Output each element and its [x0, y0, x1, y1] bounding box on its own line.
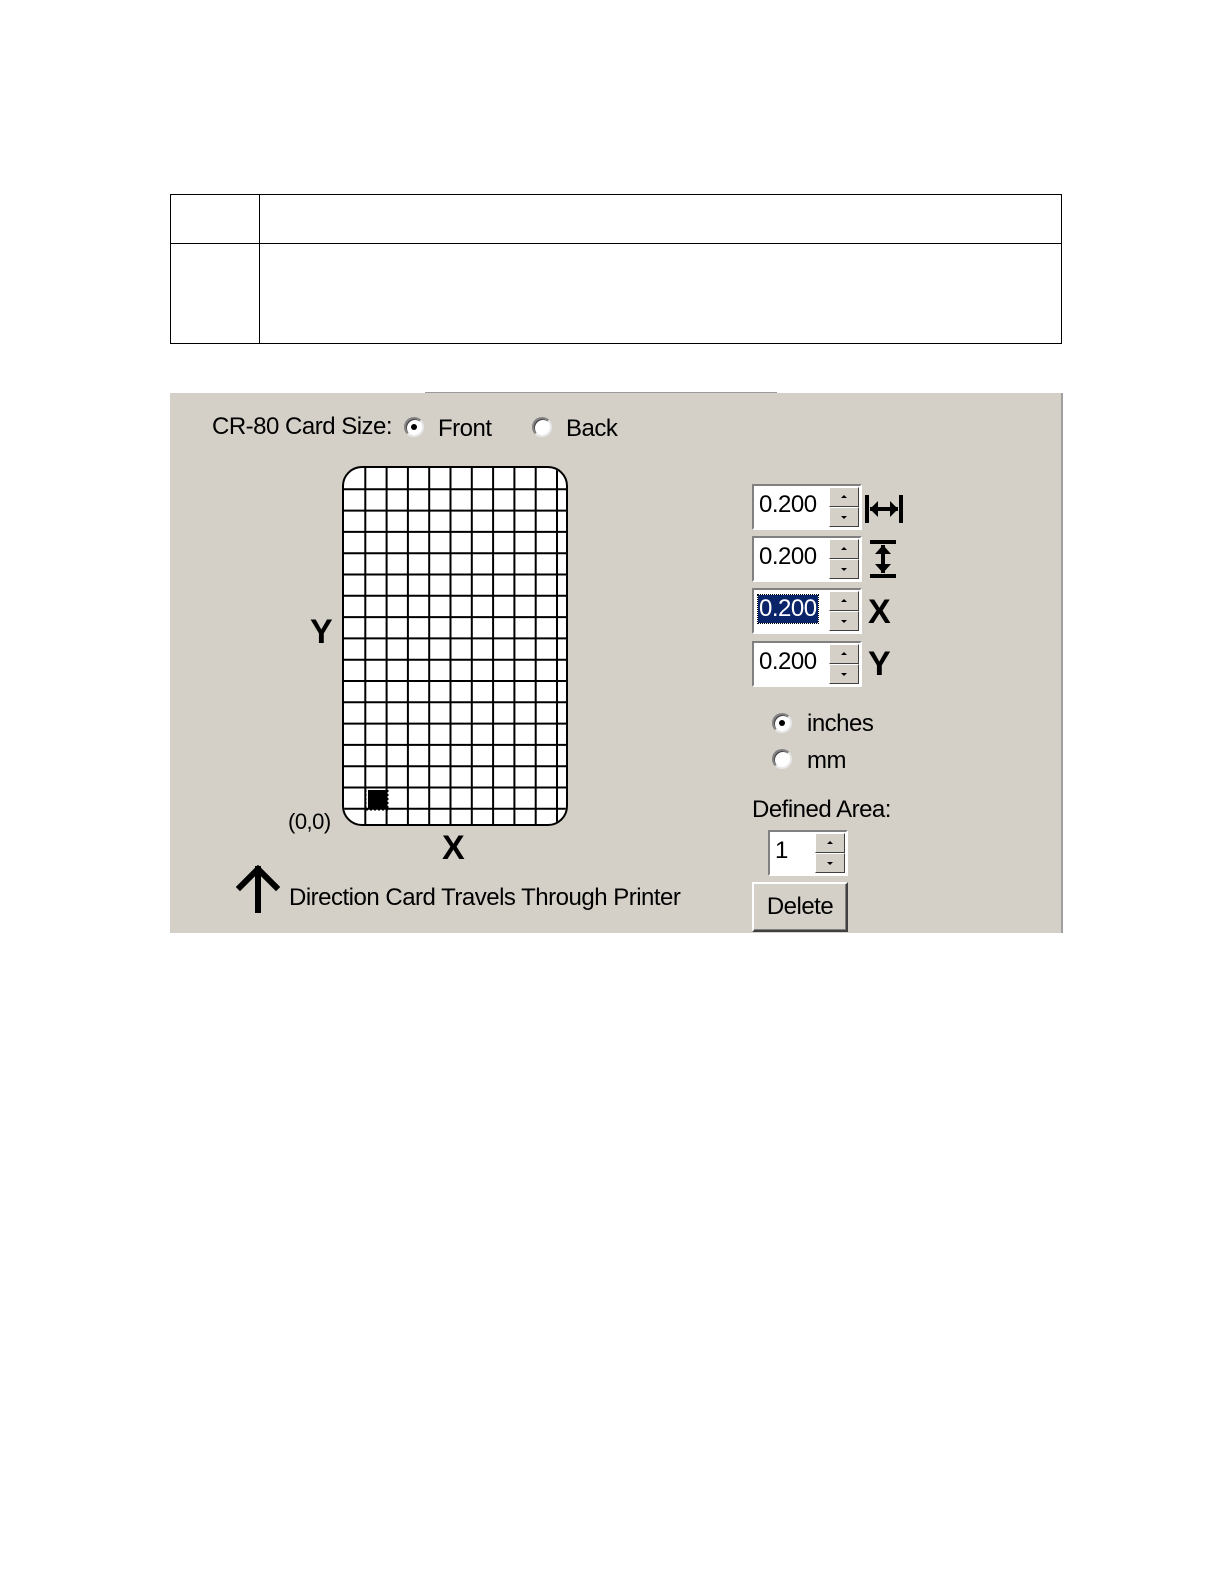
x-letter-icon: X	[868, 593, 891, 631]
delete-button[interactable]: Delete	[752, 882, 848, 932]
width-value[interactable]: 0.200	[759, 491, 817, 518]
y-letter-icon: Y	[868, 645, 891, 683]
table-cell	[260, 244, 1062, 344]
front-radio[interactable]	[404, 417, 424, 437]
y-down-button[interactable]	[829, 664, 859, 684]
width-down-button[interactable]	[829, 507, 859, 527]
y-value[interactable]: 0.200	[759, 648, 817, 675]
dialog-top-edge	[425, 392, 777, 393]
table-cell	[171, 195, 260, 244]
height-value[interactable]: 0.200	[759, 543, 817, 570]
card-size-label: CR-80 Card Size:	[212, 413, 393, 440]
card-grid-lines	[344, 468, 568, 826]
origin-label: (0,0)	[288, 809, 331, 834]
front-label[interactable]: Front	[438, 415, 492, 442]
inches-radio[interactable]	[772, 713, 792, 733]
mm-radio[interactable]	[772, 749, 792, 769]
width-arrows-icon	[864, 491, 904, 531]
width-field[interactable]	[752, 484, 862, 530]
x-value[interactable]: 0.200	[759, 595, 817, 622]
back-radio[interactable]	[532, 417, 552, 437]
width-up-button[interactable]	[829, 487, 859, 507]
height-field[interactable]	[752, 536, 862, 582]
x-field[interactable]	[752, 588, 862, 634]
mm-label[interactable]: mm	[807, 747, 846, 774]
x-down-button[interactable]	[829, 611, 859, 631]
inches-label[interactable]: inches	[807, 710, 874, 737]
table-cell	[260, 195, 1062, 244]
card-layout-dialog	[170, 393, 1063, 933]
direction-label: Direction Card Travels Through Printer	[289, 884, 681, 911]
defined-area-value[interactable]: 1	[775, 837, 788, 864]
back-label[interactable]: Back	[566, 415, 618, 442]
card-grid[interactable]	[342, 466, 568, 826]
y-axis-label: Y	[310, 613, 333, 651]
defined-area-label: Defined Area:	[752, 796, 891, 823]
x-up-button[interactable]	[829, 591, 859, 611]
table-cell	[171, 244, 260, 344]
up-arrow-icon	[236, 865, 280, 913]
defined-area-up-button[interactable]	[815, 833, 845, 853]
defined-area-field[interactable]	[768, 830, 848, 876]
y-field[interactable]	[752, 641, 862, 687]
x-axis-label: X	[442, 829, 465, 867]
defined-area-marker[interactable]	[368, 790, 386, 808]
defined-area-down-button[interactable]	[815, 853, 845, 873]
height-down-button[interactable]	[829, 559, 859, 579]
height-arrows-icon	[864, 539, 904, 579]
height-up-button[interactable]	[829, 539, 859, 559]
document-table	[170, 194, 1062, 344]
y-up-button[interactable]	[829, 644, 859, 664]
